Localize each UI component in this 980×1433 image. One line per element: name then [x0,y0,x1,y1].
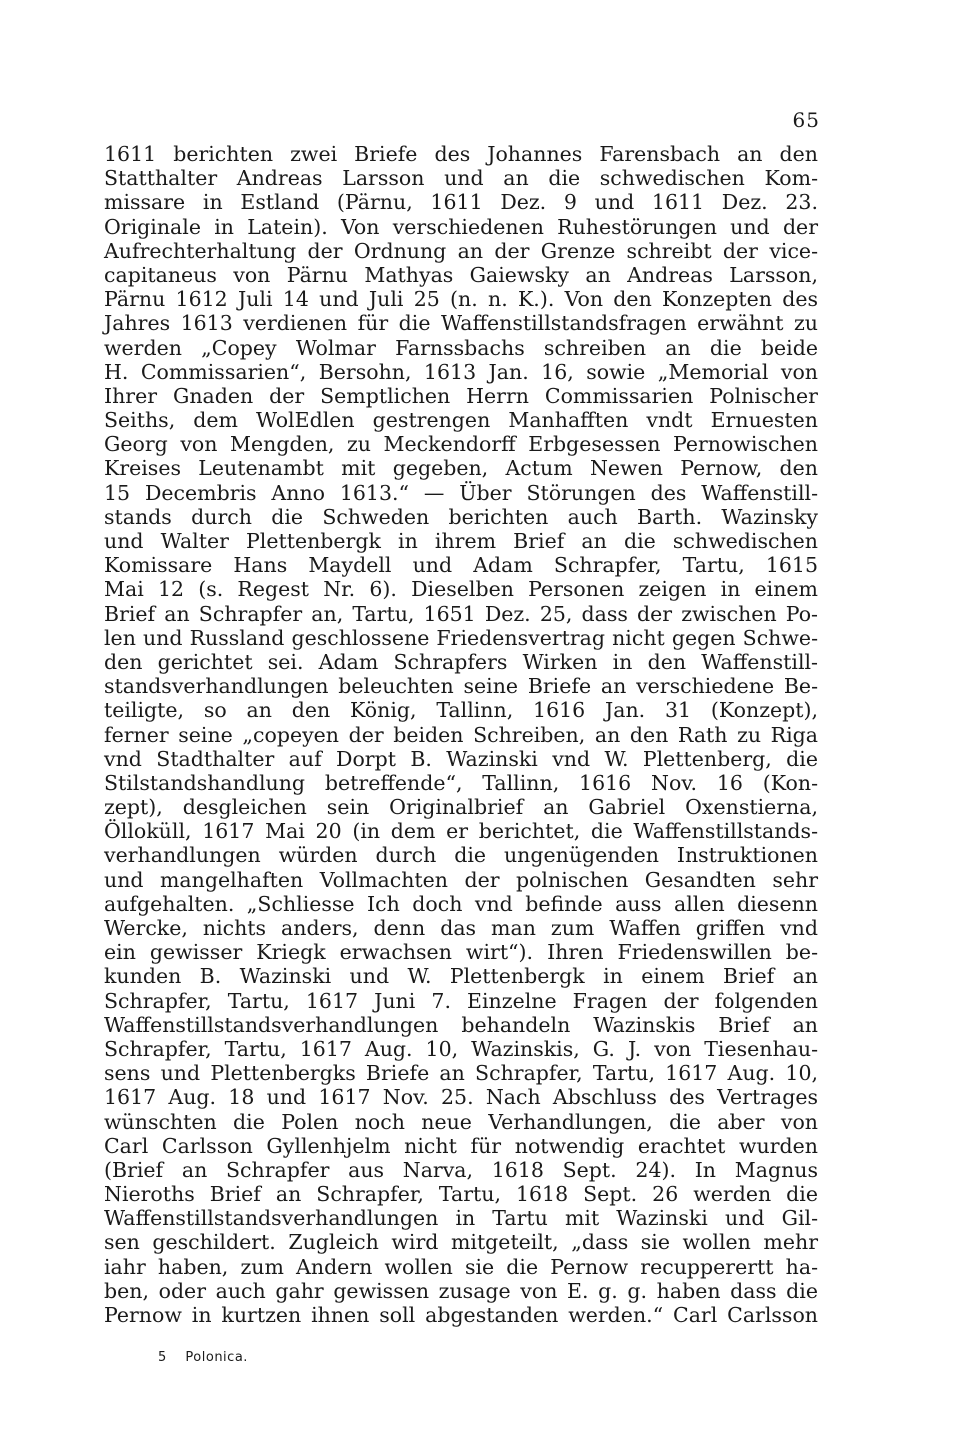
text-line: (Brief an Schrapfer aus Narva, 1618 Sept. 24). In Magnus [104,1157,818,1182]
text-line: Brief an Schrapfer an, Tartu, 1651 Dez. 25, dass der zwischen Po- [104,601,818,626]
text-line: len und Russland geschlossene Friedensvertrag nicht gegen Schwe- [104,625,818,650]
text-line: Pernow in kurtzen ihnen soll abgestanden werden.“ Carl Carlsson [104,1303,818,1327]
text-line: teiligte, so an den König, Tallinn, 1616 Jan. 31 (Konzept), [104,698,818,723]
text-line: Schrapfer, Tartu, 1617 Juni 7. Einzelne Fragen der folgenden [104,988,818,1013]
text-line: standsverhandlungen beleuchten seine Briefe an verschiedene Be- [104,674,818,699]
page-number: 65 [792,108,820,132]
text-line: Kreises Leutenambt mit gegeben, Actum Newen Pernow, den [104,456,818,481]
text-line: missare in Estland (Pärnu, 1611 Dez. 9 und 1611 Dez. 23. [104,190,818,215]
text-line: Originale in Latein). Von verschiedenen Ruhestörungen und der [104,214,818,239]
text-line: H. Commissarien“, Bersohn, 1613 Jan. 16, sowie „Memorial von [104,359,818,384]
text-line: Pärnu 1612 Juli 14 und Juli 25 (n. n. K.). Von den Konzepten des [104,287,818,312]
signature-label: Polonica. [185,1350,248,1365]
text-line: verhandlungen würden durch die ungenügenden Instruktionen [104,843,818,868]
text-line: Komissare Hans Maydell und Adam Schrapfer, Tartu, 1615 [104,553,818,578]
text-line: und mangelhaften Vollmachten der polnischen Gesandten sehr [104,867,818,892]
text-line: stands durch die Schweden berichten auch Barth. Wazinsky [104,504,818,529]
text-line: iahr haben, zum Andern wollen sie die Pernow recupperertt ha- [104,1254,818,1279]
text-line: 15 Decembris Anno 1613.“ — Über Störungen des Waffenstill- [104,480,818,505]
text-line: Schrapfer, Tartu, 1617 Aug. 10, Wazinskis, G. J. von Tiesenhau- [104,1036,818,1061]
text-line: ein gewisser Kriegk erwachsen wirt“). Ihren Friedenswillen be- [104,940,818,965]
text-line: ferner seine „copeyen der beiden Schreiben, an den Rath zu Riga [104,722,818,747]
text-line: den gerichtet sei. Adam Schrapfers Wirken in den Waffenstill- [104,649,818,674]
text-line: sens und Plettenbergks Briefe an Schrapfer, Tartu, 1617 Aug. 10, [104,1061,818,1086]
text-line: wünschten die Polen noch neue Verhandlungen, die aber von [104,1109,818,1134]
text-line: Stilstandshandlung betreffende“, Tallinn, 1616 Nov. 16 (Kon- [104,770,818,795]
text-line: Waffenstillstandsverhandlungen behandeln Wazinskis Brief an [104,1012,818,1037]
text-line: sen geschildert. Zugleich wird mitgeteilt, „dass sie wollen mehr [104,1230,818,1255]
text-line: aufgehalten. „Schliesse Ich doch vnd befinde auss allen diesenn [104,891,818,916]
text-line: kunden B. Wazinski und W. Plettenbergk in einem Brief an [104,964,818,989]
text-line: capitaneus von Pärnu Mathyas Gaiewsky an Andreas Larsson, [104,262,818,287]
signature-mark [158,1350,262,1365]
text-line: Statthalter Andreas Larsson und an die schwedischen Kom- [104,166,818,191]
signature-number: 5 [158,1350,167,1365]
body-text [104,142,818,1327]
text-line: Seiths, dem WolEdlen gestrengen Manhafften vndt Ernuesten [104,408,818,433]
text-line: 1617 Aug. 18 und 1617 Nov. 25. Nach Abschluss des Vertrages [104,1085,818,1110]
text-line: Ihrer Gnaden der Semptlichen Herrn Commissarien Polnischer [104,383,818,408]
text-line: 1611 berichten zwei Briefe des Johannes Farensbach an den [104,142,818,166]
text-line: und Walter Plettenbergk in ihrem Brief an die schwedischen [104,529,818,553]
text-line: Ölloküll, 1617 Mai 20 (in dem er berichtet, die Waffenstillstands- [104,819,818,844]
text-line: Jahres 1613 verdienen für die Waffenstillstandsfragen erwähnt zu [104,311,818,336]
text-line: Mai 12 (s. Regest Nr. 6). Dieselben Personen zeigen in einem [104,577,818,602]
text-line: vnd Stadthalter auf Dorpt B. Wazinski vnd W. Plettenberg, die [104,746,818,771]
text-line: Wercke, nichts anders, denn das man zum Waffen griffen vnd [104,916,818,940]
text-line: zept), desgleichen sein Originalbrief an Gabriel Oxenstierna, [104,795,818,820]
text-line: Aufrechterhaltung der Ordnung an der Grenze schreibt der vice- [104,238,818,263]
text-line: ben, oder auch gahr gewissen zusage von E. g. g. haben dass die [104,1278,818,1303]
text-line: werden „Copey Wolmar Farnssbachs schreiben an die beide [104,335,818,360]
text-line: Carl Carlsson Gyllenhjelm nicht für notwendig erachtet wurden [104,1133,818,1158]
text-line: Georg von Mengden, zu Meckendorff Erbgesessen Pernowischen [104,432,818,457]
text-line: Nieroths Brief an Schrapfer, Tartu, 1618 Sept. 26 werden die [104,1182,818,1207]
text-line: Waffenstillstandsverhandlungen in Tartu mit Wazinski und Gil- [104,1206,818,1231]
